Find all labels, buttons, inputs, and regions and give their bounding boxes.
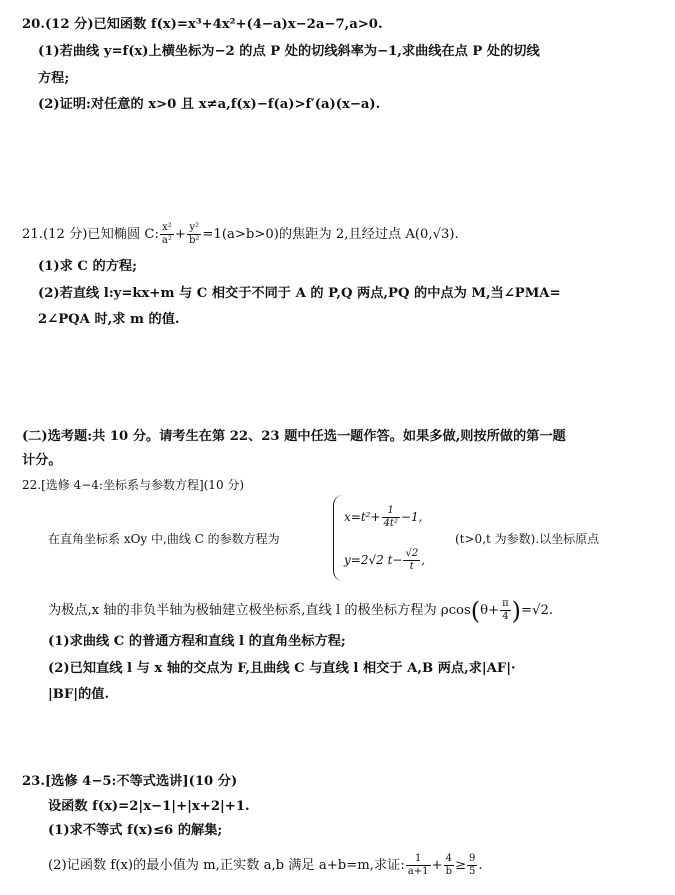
q22-eq-x-den: 4t²: [383, 518, 398, 529]
q21-frac-x: [160, 222, 174, 247]
q22-eq-y-post: ,: [421, 553, 426, 567]
q22-polar-rparen: ): [511, 596, 522, 625]
q21-stem-pre: 21.(12 分)已知椭圆 C:: [22, 227, 159, 242]
q23-frac1-den: a+1: [407, 866, 429, 877]
q23-frac2: [444, 853, 454, 878]
q23-plus: +: [431, 858, 443, 873]
q22-polar-num: π: [502, 598, 509, 609]
q22-polar-lparen: (: [470, 596, 481, 625]
q22-eq-y: [344, 548, 425, 573]
q23-frac3: [467, 853, 477, 878]
q23-part2: [48, 853, 483, 878]
q21-frac-y: [187, 222, 201, 247]
q22-eq-x-post: −1,: [400, 510, 423, 524]
q20-part1-cont: 方程;: [38, 71, 70, 86]
q22-polar-frac: [500, 598, 511, 623]
q22-heading: 22.[选修 4−4:坐标系与参数方程](10 分): [22, 478, 245, 492]
q22-polar-den: 4: [502, 611, 509, 622]
q22-intro: 在直角坐标系 xOy 中,曲线 C 的参数方程为: [48, 532, 280, 546]
q23-frac3-num: 9: [469, 853, 476, 864]
q22-eq-y-frac: [403, 548, 420, 573]
q21-frac-y-den: b²: [188, 235, 200, 246]
q23-frac1-num: 1: [406, 853, 431, 866]
q22-eq-x-frac: [382, 505, 400, 530]
q23-part1: (1)求不等式 f(x)≤6 的解集;: [48, 823, 223, 838]
q23-stem: 设函数 f(x)=2|x−1|+|x+2|+1.: [48, 799, 250, 814]
q22-eq-x: [344, 505, 422, 530]
q21-part2-cont: 2∠PQA 时,求 m 的值.: [38, 312, 180, 327]
q22-eq-x-pre: x=t²+: [344, 510, 381, 524]
q20-part1: (1)若曲线 y=f(x)上横坐标为−2 的点 P 处的切线斜率为−1,求曲线在点 P 处的切线: [38, 44, 540, 59]
section-header-cont: 计分。: [22, 453, 62, 468]
q21-frac-x-num: x²: [160, 222, 174, 235]
q23-frac3-den: 5: [469, 866, 476, 877]
q23-geq: ≥: [454, 858, 467, 873]
q23-part2-end: .: [478, 858, 483, 873]
q22-polar-theta: θ+: [480, 603, 500, 618]
q21-part2: (2)若直线 l:y=kx+m 与 C 相交于不同于 A 的 P,Q 两点,PQ 的中点为 M,当∠PMA=: [38, 286, 561, 301]
q20-stem: 20.(12 分)已知函数 f(x)=x³+4x²+(4−a)x−2a−7,a>0.: [22, 17, 383, 32]
q21-stem: [22, 222, 459, 247]
q22-part1: (1)求曲线 C 的普通方程和直线 l 的直角坐标方程;: [48, 634, 346, 649]
section-header: (二)选考题:共 10 分。请考生在第 22、23 题中任选一题作答。如果多做,则按所做的第一题: [22, 429, 566, 444]
q21-part1: (1)求 C 的方程;: [38, 259, 137, 274]
q22-param-note: (t>0,t 为参数).以坐标原点: [455, 532, 600, 546]
q22-eq-x-num: 1: [382, 505, 400, 518]
q22-eq-y-den: t: [409, 561, 414, 572]
q23-frac2-den: b: [445, 866, 452, 877]
q23-heading: 23.[选修 4−5:不等式选讲](10 分): [22, 774, 238, 789]
q21-frac-x-den: a²: [161, 235, 172, 246]
q21-plus: +: [174, 227, 186, 242]
q22-polar-post: =√2.: [521, 603, 554, 618]
q22-eq-y-pre: y=2√2 t−: [344, 553, 403, 567]
q20-part2: (2)证明:对任意的 x>0 且 x≠a,f(x)−f(a)>f′(a)(x−a).: [38, 97, 381, 112]
q22-polar-line: [48, 598, 553, 623]
q23-frac1: [406, 853, 431, 878]
q22-polar-pre: 为极点,x 轴的非负半轴为极轴建立极坐标系,直线 l 的极坐标方程为 ρcos: [48, 603, 471, 618]
q23-frac2-num: 4: [444, 853, 454, 866]
q22-part2: (2)已知直线 l 与 x 轴的交点为 F,且曲线 C 与直线 l 相交于 A,B 两点,求|AF|·: [48, 661, 516, 676]
q21-stem-post: =1(a>b>0)的焦距为 2,且经过点 A(0,√3).: [202, 227, 459, 242]
q22-part2-cont: |BF|的值.: [48, 687, 110, 702]
q21-frac-y-num: y²: [187, 222, 201, 235]
q22-eq-y-num: √2: [405, 548, 419, 559]
q23-part2-pre: (2)记函数 f(x)的最小值为 m,正实数 a,b 满足 a+b=m,求证:: [48, 858, 405, 873]
